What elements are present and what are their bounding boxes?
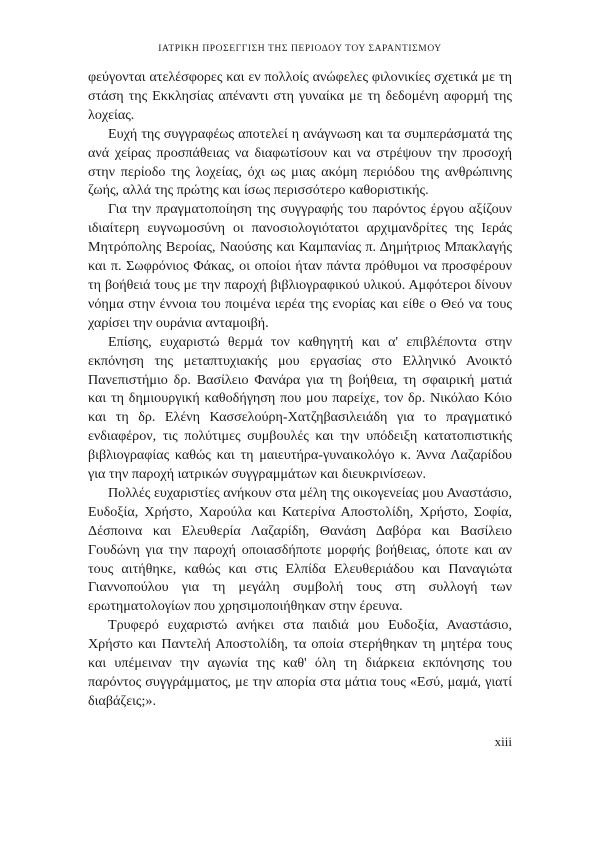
paragraph-children-thanks: Τρυφερό ευχαριστώ ανήκει στα παιδιά μου Ευδοξία, Αναστάσιο, Χρήστο και Παντελή Αποστολίδη, τα οποία στερήθηκαν τη μητέρα τους και υπέμειναν την αγωνία της καθ' όλη τη διάρκεια εκπόνησης του παρόντος συγγράμματος, με την απορία στα μάτια τους «Εσύ, μαμά, γιατί διαβάζεις;». xyxy=(88,617,512,709)
running-head: ΙΑΤΡΙΚΗ ΠΡΟΣΕΓΓΙΣΗ ΤΗΣ ΠΕΡΙΟΔΟΥ ΤΟΥ ΣΑΡΑΝΤΙΣΜΟΥ xyxy=(158,44,442,54)
page-number: xiii xyxy=(494,734,512,749)
paragraph-family-thanks: Πολλές ευχαριστίες ανήκουν στα μέλη της οικογενείας μου Αναστάσιο, Ευδοξία, Χρήστο, Χαρούλα και Κατερίνα Αποστολίδη, Χρήστο, Σοφία, Δέσποινα και Ελευθερία Λαζαρίδη, Θανάση Δαβόρα και Βασίλειο Γουδώνη για την παροχή οποιασδήποτε μορφής βοήθειας, όποτε και αν τους αιτήθηκε, καθώς και στις Ελπίδα Ελευθεριάδου και Παναγιώτα Γιαννοπούλου για τη μεγάλη συμβολή τους στη συλλογή των ερωτηματολογίων που χρησιμοποιήθηκαν στην έρευνα. xyxy=(88,484,512,615)
paragraph-clergy-thanks: Για την πραγματοποίηση της συγγραφής του παρόντος έργου αξίζουν ιδιαίτερη ευγνωμοσύνη οι πανοσιολογιότατοι αρχιμανδρίτες της Ιεράς Μητρόπολης Βεροίας, Ναούσης και Καμπανίας π. Δημήτριος Μπακλαγής και π. Σωφρόνιος Φάκας, οι οποίοι ήταν πάντα πρόθυμοι να προσφέρουν τη βοήθειά τους με την παροχή βιβλιογραφικού υλικού. Αμφότεροι δίνουν νόημα στην έννοια του ποιμένα ιερέα της ενορίας και είθε ο Θεό να τους χαρίσει την ουράνια ανταμοιβή. xyxy=(88,201,512,331)
paragraph-academic-thanks: Επίσης, ευχαριστώ θερμά τον καθηγητή και α' επιβλέποντα στην εκπόνηση της μεταπτυχιακής μου εργασίας στο Ελληνικό Ανοικτό Πανεπιστήμιο δρ. Βασίλειο Φανάρα για τη βοήθεια, τη σφαιρική ματιά και τη δημιουργική καθοδήγηση που μου παρείχε, τον δρ. Νικόλαο Κόιο και τη δρ. Ελένη Κασσελούρη-Χατζηβασιλειάδη για το πραγματικό ενδιαφέρον, τις πολύτιμες συμβουλές και την υπόδειξη κατατοπιστικής βιβλιογραφίας καθώς και τη μαιευτήρα-γυναικολόγο κ. Άννα Λαζαρίδου για την παροχή ιατρικών συγγραμμάτων και διευκρινίσεων. xyxy=(88,333,512,483)
paragraph-continuation: φεύγονται ατελέσφορες και εν πολλοίς ανώφελες φιλονικίες σχετικά με τη στάση της Εκκλησίας απέναντι στη γυναίκα με τη δεδομένη αφορμή της λοχείας. xyxy=(88,69,512,123)
body-text xyxy=(88,68,512,711)
paragraph-author-wish: Ευχή της συγγραφέως αποτελεί η ανάγνωση και τα συμπεράσματά της ανά χείρας προσπάθειας να διαφωτίσουν και να στρέψουν την προσοχή στην περίοδο της λοχείας, όχι ως μιας ακόμη περιόδου της ανθρώπινης ζωής, αλλά της πρώτης και ίσως περισσότερο καθοριστικής. xyxy=(88,125,512,199)
